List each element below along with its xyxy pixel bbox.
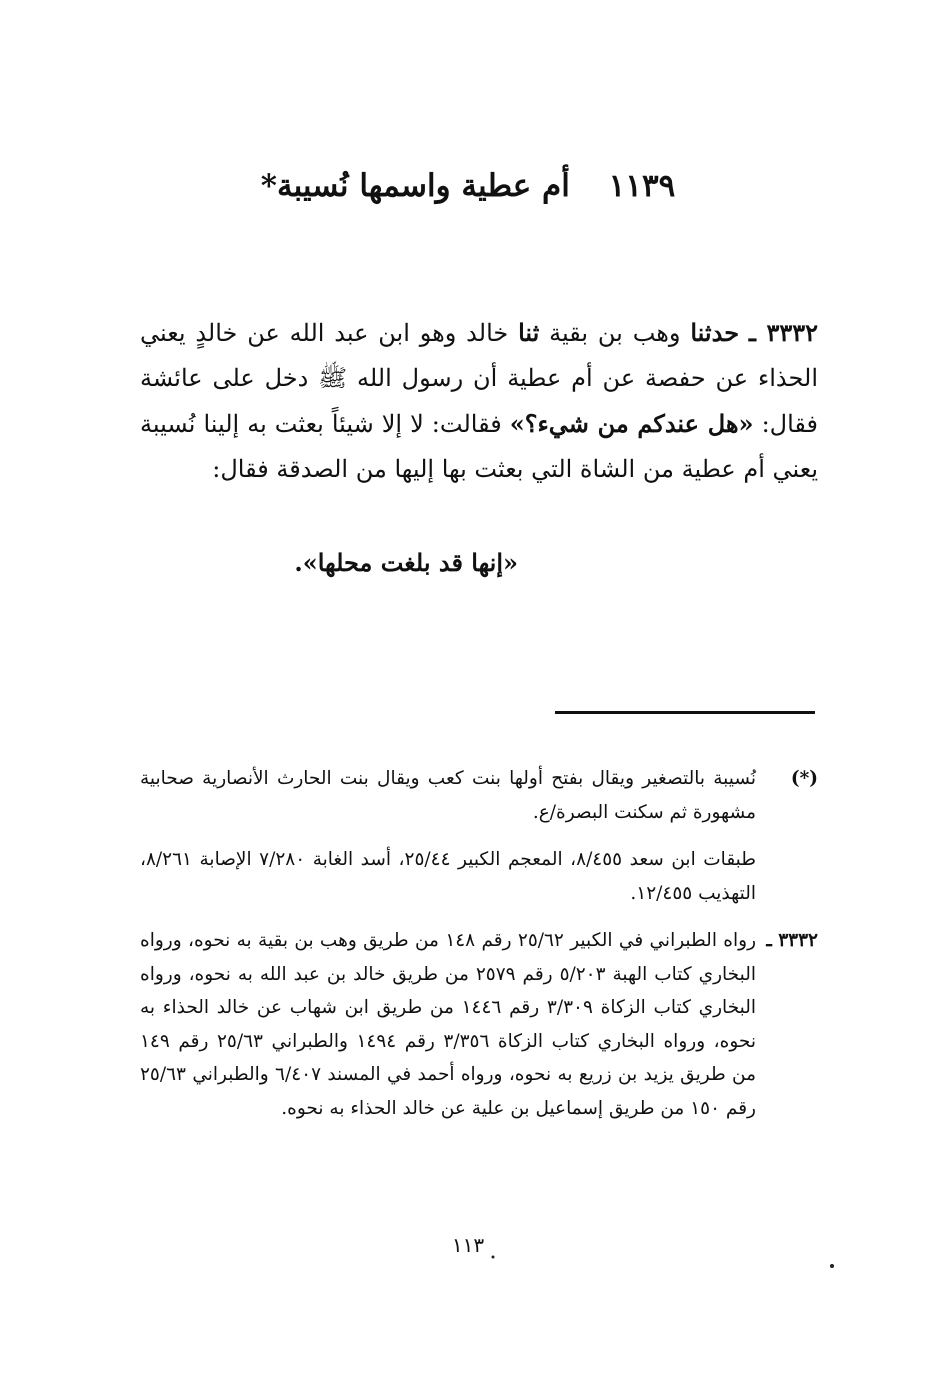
footnote-text: طبقات ابن سعد ٨/٤٥٥، المعجم الكبير ٢٥/٤٤، أسد الغابة ٧/٢٨٠ الإصابة ٨/٢٦١، التهذيب ١٢/٤٥٥. bbox=[140, 849, 756, 904]
footnote-marker: ٣٣٣٢ ـ bbox=[766, 930, 818, 951]
chapter-number: ١١٣٩ bbox=[608, 168, 676, 204]
hadith-answer: فقالت: لا إلا شيئاً بعثت به إلينا نُسيبة يعني أم عطية من الشاة التي بعثت بها إليها من الصدقة فقال: bbox=[140, 410, 818, 483]
footnote-text: رواه الطبراني في الكبير ٢٥/٦٢ رقم ١٤٨ من طريق وهب بن بقية به نحوه، ورواه البخاري كتاب الهبة ٥/٢٠٣ رقم ٢٥٧٩ من طريق خالد بن عبد الله به نحوه، ورواه البخاري كتاب الزكاة ٣/٣٠٩ رقم ١٤٤٦ من طريق ابن شهاب عن خالد الحذاء به نحوه، ورواه البخاري كتاب الزكاة ٣/٣٥٦ رقم ١٤٩٤ والطبراني ٢٥/٦٣ رقم ١٤٩ من طريق يزيد بن زريع به نحوه، ورواه أحمد في المسند ٦/٤٠٧ والطبراني ٢٥/٦٣ رقم ١٥٠ من طريق إسماعيل بن علية عن خالد الحذاء به نحوه. bbox=[140, 930, 756, 1119]
hadith-question: «هل عندكم من شيء؟» bbox=[509, 409, 754, 438]
saying-text: «إنها قد بلغت محلها». bbox=[294, 548, 518, 577]
footnote-marker: (*) bbox=[790, 768, 818, 789]
hadith-opening-2: ثنا bbox=[518, 318, 540, 347]
footnote-text: نُسيبة بالتصغير ويقال بفتح أولها بنت كعب ويقال بنت الحارث الأنصارية صحابية مشهورة ثم سكنت البصرة/ع. bbox=[140, 768, 756, 823]
hadith-number: ٣٣٣٢ ـ bbox=[748, 318, 819, 347]
chapter-title-text: أم عطية واسمها نُسيبة* bbox=[260, 168, 570, 204]
hadith-narrator: وهب بن بقية bbox=[549, 319, 681, 347]
hadith-chain: خالد وهو ابن عبد الله عن خالدٍ يعني الحذاء عن حفصة عن أم عطية أن رسول الله ﷺ دخل على عائشة فقال: bbox=[140, 319, 819, 438]
hadith-opening: حدثنا bbox=[690, 318, 740, 347]
page-number: ١١٣ bbox=[451, 1233, 485, 1257]
